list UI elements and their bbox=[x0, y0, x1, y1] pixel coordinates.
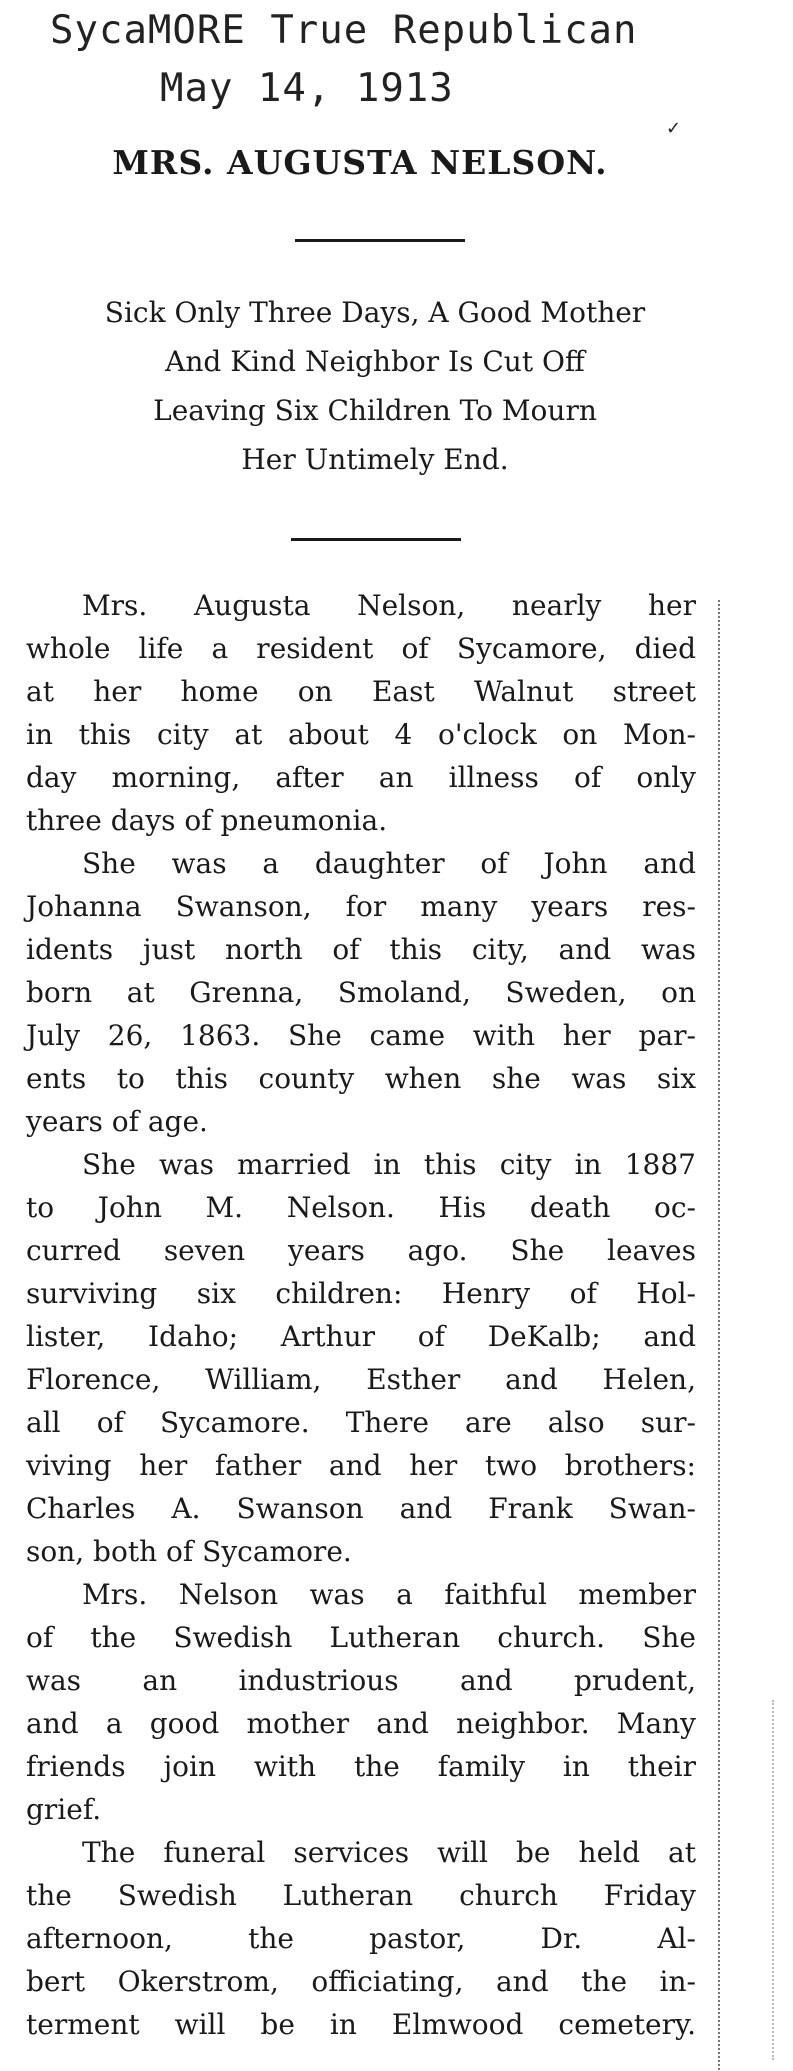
deck-line: And Kind Neighbor Is Cut Off bbox=[165, 345, 585, 378]
article-deck bbox=[30, 288, 720, 484]
body-line: Florence, William, Esther and Helen, bbox=[26, 1363, 696, 1396]
body-line: afternoon, the pastor, Dr. Al- bbox=[26, 1922, 696, 1955]
body-line: Mrs. Nelson was a faithful member bbox=[82, 1578, 696, 1611]
body-line: bert Okerstrom, officiating, and the in- bbox=[26, 1965, 696, 1998]
deck-line: Sick Only Three Days, A Good Mother bbox=[104, 296, 646, 329]
body-line: three days of pneumonia. bbox=[26, 804, 388, 837]
deck-line: Leaving Six Children To Mourn bbox=[153, 394, 597, 427]
body-line: of the Swedish Lutheran church. She bbox=[26, 1621, 696, 1654]
body-line: She was married in this city in 1887 bbox=[82, 1148, 696, 1181]
body-line: Charles A. Swanson and Frank Swan- bbox=[26, 1492, 696, 1525]
body-line: idents just north of this city, and was bbox=[26, 933, 696, 966]
body-line: ents to this county when she was six bbox=[26, 1062, 696, 1095]
article-headline: MRS. AUGUSTA NELSON. bbox=[112, 143, 608, 182]
column-rule bbox=[718, 600, 720, 2070]
body-line: She was a daughter of John and bbox=[82, 847, 696, 880]
body-line: born at Grenna, Smoland, Sweden, on bbox=[26, 976, 696, 1009]
body-line: to John M. Nelson. His death oc- bbox=[26, 1191, 696, 1224]
body-line: all of Sycamore. There are also sur- bbox=[26, 1406, 696, 1439]
divider-rule bbox=[291, 538, 461, 541]
body-line: viving her father and her two brothers: bbox=[26, 1449, 696, 1482]
body-line: surviving six children: Henry of Hol- bbox=[26, 1277, 696, 1310]
body-line: whole life a resident of Sycamore, died bbox=[26, 632, 696, 665]
body-line: was an industrious and prudent, bbox=[26, 1664, 696, 1697]
body-line: July 26, 1863. She came with her par- bbox=[26, 1019, 696, 1052]
article-body bbox=[26, 584, 696, 2046]
body-line: terment will be in Elmwood cemetery. bbox=[26, 2008, 696, 2041]
body-line: The funeral services will be held at bbox=[82, 1836, 696, 1869]
body-line: friends join with the family in their bbox=[26, 1750, 696, 1783]
publication-date: May 14, 1913 bbox=[160, 66, 454, 111]
column-rule bbox=[772, 1700, 774, 2060]
body-line: son, both of Sycamore. bbox=[26, 1535, 352, 1568]
body-line: at her home on East Walnut street bbox=[26, 675, 696, 708]
body-line: day morning, after an illness of only bbox=[26, 761, 696, 794]
body-line: lister, Idaho; Arthur of DeKalb; and bbox=[26, 1320, 696, 1353]
body-line: years of age. bbox=[26, 1105, 208, 1138]
body-line: Johanna Swanson, for many years res- bbox=[26, 890, 696, 923]
divider-rule bbox=[295, 239, 465, 242]
body-line: curred seven years ago. She leaves bbox=[26, 1234, 696, 1267]
body-line: the Swedish Lutheran church Friday bbox=[26, 1879, 696, 1912]
deck-line: Her Untimely End. bbox=[241, 443, 509, 476]
body-line: Mrs. Augusta Nelson, nearly her bbox=[82, 589, 696, 622]
newspaper-name: SycaMORE True Republican bbox=[50, 8, 638, 53]
body-line: and a good mother and neighbor. Many bbox=[26, 1707, 696, 1740]
body-line: grief. bbox=[26, 1793, 102, 1826]
body-line: in this city at about 4 o'clock on Mon- bbox=[26, 718, 696, 751]
check-mark-icon: ✓ bbox=[666, 118, 682, 139]
